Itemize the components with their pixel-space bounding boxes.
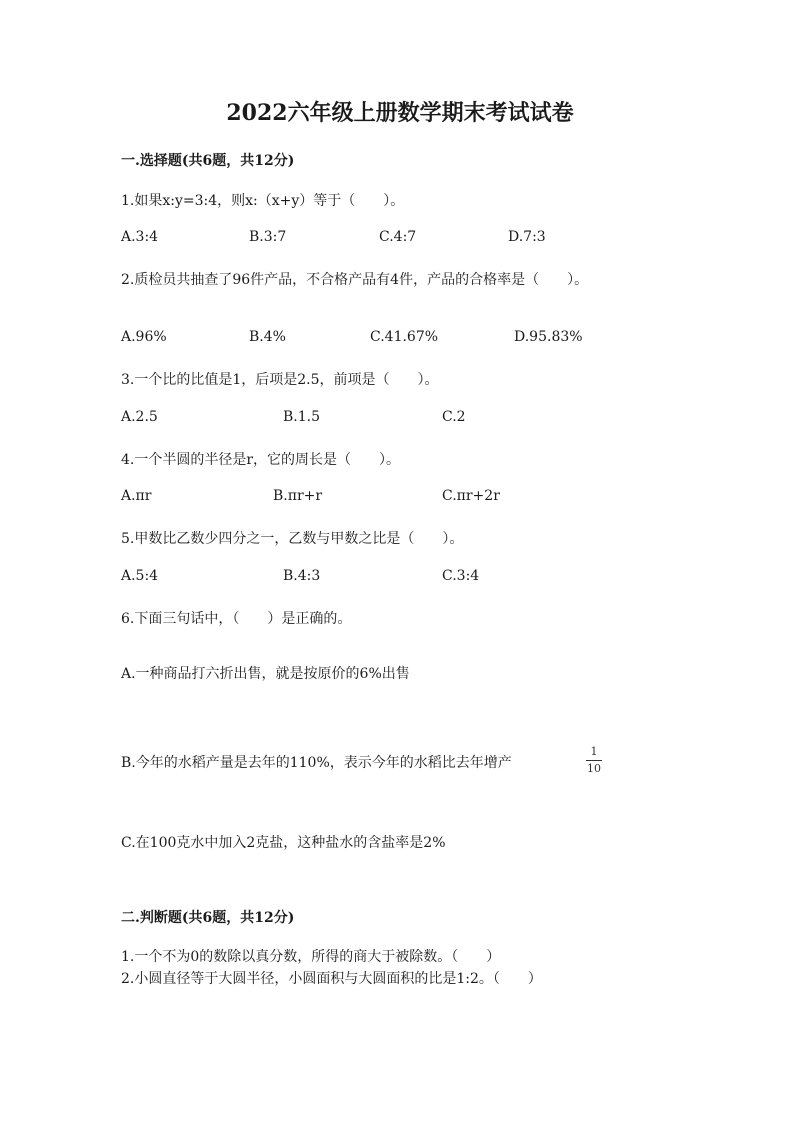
judgment-question-1: 1.一个不为0的数除以真分数，所得的商大于被除数。（ ） bbox=[121, 949, 501, 965]
q5-option-a: A.5:4 bbox=[121, 568, 159, 584]
q1-option-b: B.3:7 bbox=[249, 229, 287, 245]
q2-option-c: C.41.67% bbox=[370, 329, 439, 345]
q6-option-c: C.在100克水中加入2克盐，这种盐水的含盐率是2% bbox=[121, 835, 446, 851]
q3-option-b: B.1.5 bbox=[283, 409, 321, 425]
q4-option-c: C.πr+2r bbox=[442, 488, 500, 504]
fraction-denominator: 10 bbox=[587, 762, 601, 775]
q3-option-c: C.2 bbox=[442, 409, 466, 425]
q5-option-b: B.4:3 bbox=[283, 568, 321, 584]
question-6: 6.下面三句话中，（ ）是正确的。 bbox=[121, 611, 352, 627]
judgment-question-2: 2.小圆直径等于大圆半径，小圆面积与大圆面积的比是1:2。（ ） bbox=[121, 971, 542, 987]
question-4: 4.一个半圆的半径是r，它的周长是（ ）。 bbox=[121, 452, 401, 468]
q3-option-a: A.2.5 bbox=[121, 409, 158, 425]
q6-option-b: B.今年的水稻产量是去年的110%，表示今年的水稻比去年增产 bbox=[121, 755, 512, 771]
q1-option-c: C.4:7 bbox=[379, 229, 417, 245]
q4-option-b: B.πr+r bbox=[273, 488, 323, 504]
q2-option-d: D.95.83% bbox=[514, 329, 583, 345]
section-heading-judgment: 二.判断题(共6题，共12分) bbox=[121, 910, 295, 926]
question-5: 5.甲数比乙数少四分之一，乙数与甲数之比是（ ）。 bbox=[121, 531, 464, 547]
question-1: 1.如果x:y=3:4，则x:（x+y）等于（ ）。 bbox=[121, 193, 405, 209]
q6-option-a: A.一种商品打六折出售，就是按原价的6%出售 bbox=[121, 666, 410, 682]
fraction-bar bbox=[586, 760, 602, 761]
q1-option-a: A.3:4 bbox=[121, 229, 159, 245]
section-heading-choice: 一.选择题(共6题，共12分) bbox=[121, 153, 295, 169]
fraction-numerator: 1 bbox=[590, 745, 598, 758]
q1-option-d: D.7:3 bbox=[508, 229, 546, 245]
q2-option-b: B.4% bbox=[249, 329, 286, 345]
q4-option-a: A.πr bbox=[121, 488, 152, 504]
page-title: 2022六年级上册数学期末考试试卷 bbox=[226, 100, 574, 126]
q2-option-a: A.96% bbox=[121, 329, 167, 345]
q5-option-c: C.3:4 bbox=[442, 568, 480, 584]
question-3: 3.一个比的比值是1，后项是2.5，前项是（ ）。 bbox=[121, 372, 439, 388]
question-2: 2.质检员共抽查了96件产品，不合格产品有4件，产品的合格率是（ ）。 bbox=[121, 272, 589, 288]
q6-fraction bbox=[584, 745, 604, 776]
